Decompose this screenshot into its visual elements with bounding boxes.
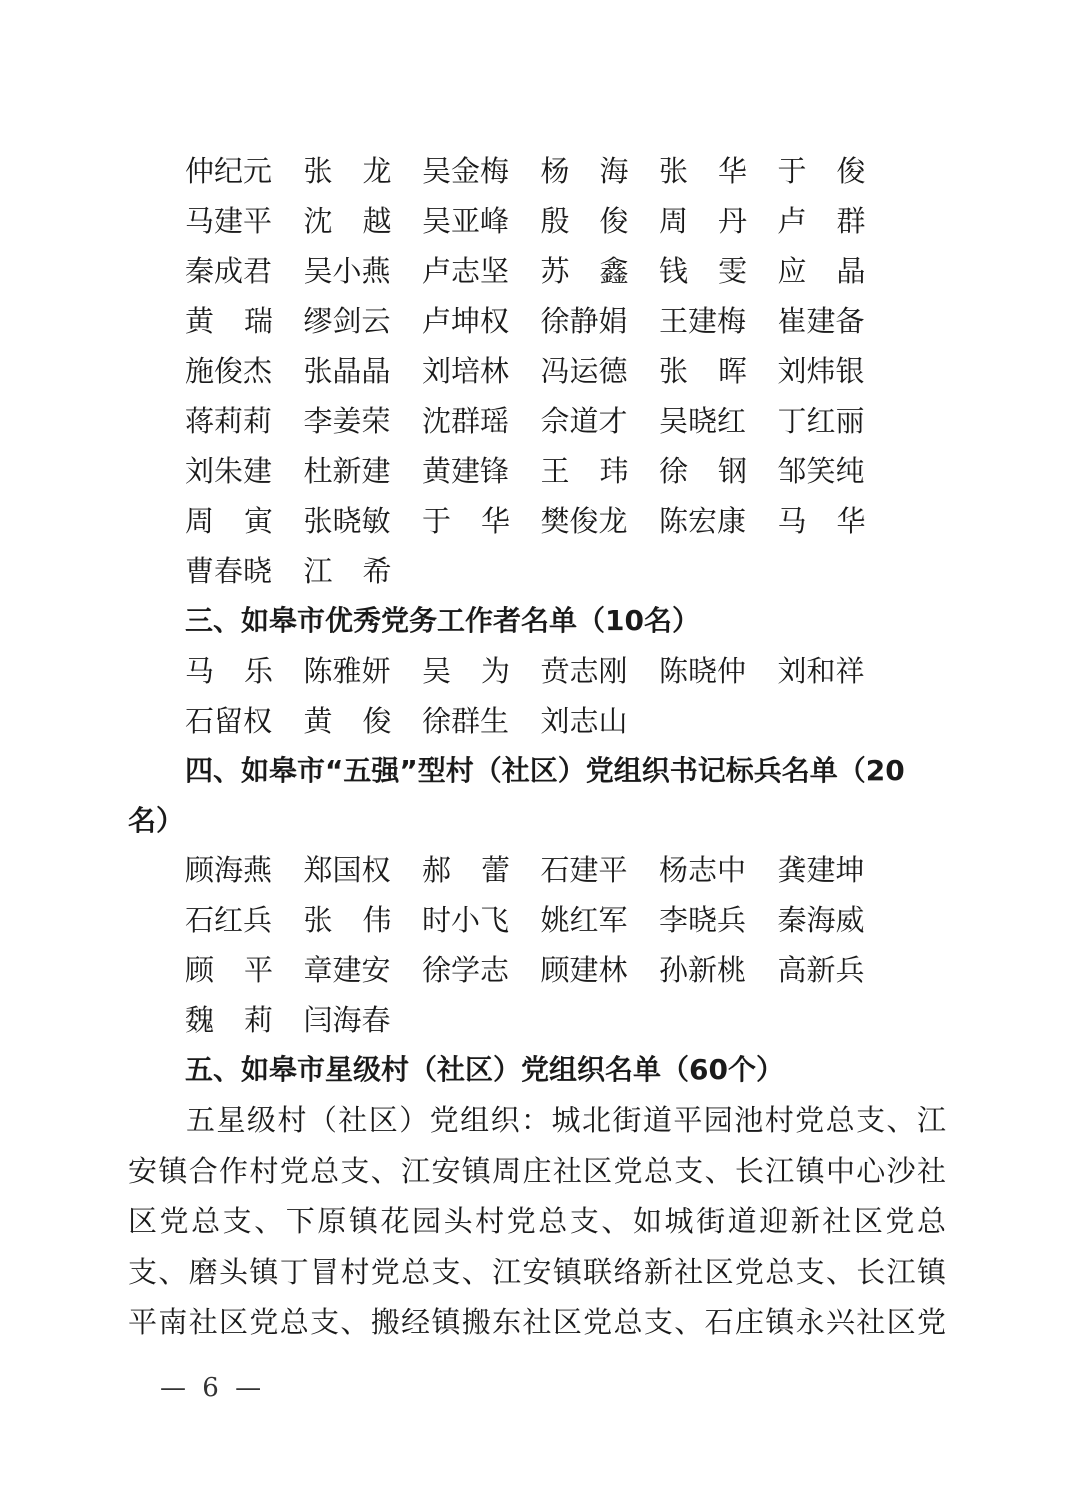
person-name: 郝 蕾 — [422, 853, 510, 887]
name-row — [185, 696, 945, 746]
name-row — [185, 246, 945, 296]
person-name: 姚红军 — [540, 903, 628, 937]
name-list-section-4 — [185, 845, 945, 1045]
person-name: 李姜荣 — [303, 404, 391, 438]
section-5-heading: 五、如皋市星级村（社区）党组织名单（60个） — [185, 1053, 784, 1086]
person-name: 樊俊龙 — [540, 504, 628, 538]
person-name: 缪剑云 — [303, 304, 391, 338]
person-name: 石建平 — [540, 853, 628, 887]
person-name: 张 华 — [659, 154, 747, 188]
person-name: 卢志坚 — [422, 254, 510, 288]
person-name: 徐 钢 — [659, 454, 747, 488]
name-row — [185, 196, 945, 246]
section-4-heading — [128, 746, 948, 846]
person-name: 徐学志 — [422, 953, 510, 987]
person-name: 蒋莉莉 — [185, 404, 273, 438]
name-row — [185, 845, 945, 895]
person-name: 刘朱建 — [185, 454, 273, 488]
person-name: 杨 海 — [540, 154, 629, 188]
person-name: 顾 平 — [185, 953, 273, 987]
person-name: 冯运德 — [540, 354, 628, 388]
person-name: 崔建备 — [777, 304, 865, 338]
person-name: 王 玮 — [540, 454, 629, 488]
person-name: 刘和祥 — [777, 654, 865, 688]
name-list-section-3 — [185, 646, 945, 746]
person-name: 徐静娟 — [540, 304, 628, 338]
person-name: 陈晓仲 — [659, 654, 747, 688]
person-name: 刘志山 — [540, 704, 628, 738]
person-name: 徐群生 — [422, 704, 510, 738]
person-name: 杨志中 — [659, 853, 747, 887]
name-row — [185, 446, 945, 496]
paragraph-line: 区党总支、下原镇花园头村党总支、如城街道迎新社区党总 — [128, 1204, 946, 1238]
person-name: 苏 鑫 — [540, 254, 629, 288]
person-name: 应 晶 — [777, 254, 866, 288]
person-name: 张晶晶 — [303, 354, 391, 388]
person-name: 秦成君 — [185, 254, 273, 288]
person-name: 章建安 — [303, 953, 391, 987]
name-row — [185, 296, 945, 346]
person-name: 马 华 — [777, 504, 866, 538]
person-name: 顾海燕 — [185, 853, 273, 887]
person-name: 刘炜银 — [777, 354, 865, 388]
person-name: 卢坤权 — [422, 304, 510, 338]
person-name: 吴金梅 — [422, 154, 510, 188]
section-4-heading-line1: 四、如皋市“五强”型村（社区）党组织书记标兵名单（20 — [185, 754, 905, 787]
name-row — [185, 346, 945, 396]
person-name: 沈 越 — [303, 204, 392, 238]
person-name: 杜新建 — [303, 454, 391, 488]
name-row — [185, 396, 945, 446]
person-name: 黄 俊 — [303, 704, 392, 738]
person-name: 陈雅妍 — [303, 654, 391, 688]
person-name: 马 乐 — [185, 654, 273, 688]
person-name: 陈宏康 — [659, 504, 747, 538]
name-row — [185, 646, 945, 696]
person-name: 张晓敏 — [303, 504, 391, 538]
person-name: 江 希 — [303, 554, 392, 588]
name-row — [185, 146, 945, 196]
person-name: 吴晓红 — [659, 404, 747, 438]
person-name: 张 晖 — [659, 354, 747, 388]
person-name: 吴亚峰 — [422, 204, 510, 238]
section-5-paragraph — [128, 1095, 946, 1348]
person-name: 刘培林 — [422, 354, 510, 388]
person-name: 仲纪元 — [185, 154, 273, 188]
person-name: 马建平 — [185, 204, 273, 238]
person-name: 吴 为 — [422, 654, 510, 688]
name-row — [185, 945, 945, 995]
person-name: 于 俊 — [777, 154, 866, 188]
person-name: 于 华 — [422, 504, 510, 538]
person-name: 龚建坤 — [777, 853, 865, 887]
name-list-continued — [185, 146, 945, 596]
paragraph-line: 安镇合作村党总支、江安镇周庄社区党总支、长江镇中心沙社 — [128, 1153, 946, 1188]
person-name: 郑国权 — [303, 853, 391, 887]
person-name: 钱 雯 — [659, 254, 747, 288]
paragraph-line: 平南社区党总支、搬经镇搬东社区党总支、石庄镇永兴社区党 — [128, 1305, 946, 1339]
person-name: 卢 群 — [777, 204, 866, 238]
person-name: 石红兵 — [185, 903, 273, 937]
name-row — [185, 995, 945, 1045]
section-4-heading-line2: 名） — [128, 804, 185, 837]
paragraph-line: 五星级村（社区）党组织：城北街道平园池村党总支、江 — [186, 1103, 946, 1137]
person-name: 张 伟 — [303, 903, 392, 937]
person-name: 高新兵 — [777, 953, 865, 987]
person-name: 秦海威 — [777, 903, 865, 937]
person-name: 周 丹 — [659, 204, 747, 238]
person-name: 闫海春 — [303, 1003, 391, 1037]
person-name: 时小飞 — [422, 903, 510, 937]
person-name: 贲志刚 — [540, 654, 628, 688]
person-name: 周 寅 — [185, 504, 273, 538]
person-name: 佘道才 — [540, 404, 628, 438]
person-name: 施俊杰 — [185, 354, 273, 388]
name-row — [185, 496, 945, 546]
person-name: 曹春晓 — [185, 554, 273, 588]
person-name: 吴小燕 — [303, 254, 391, 288]
person-name: 邹笑纯 — [777, 454, 865, 488]
name-row — [185, 546, 945, 596]
person-name: 沈群瑶 — [422, 404, 510, 438]
paragraph-line: 支、磨头镇丁冒村党总支、江安镇联络新社区党总支、长江镇 — [128, 1254, 946, 1289]
person-name: 孙新桃 — [659, 953, 747, 987]
name-row — [185, 895, 945, 945]
person-name: 魏 莉 — [185, 1003, 273, 1037]
page-number: — 6 — — [160, 1373, 266, 1403]
person-name: 殷 俊 — [540, 204, 629, 238]
person-name: 黄建锋 — [422, 454, 510, 488]
person-name: 李晓兵 — [659, 903, 747, 937]
person-name: 顾建林 — [540, 953, 628, 987]
person-name: 黄 瑞 — [185, 304, 273, 338]
section-3-heading: 三、如皋市优秀党务工作者名单（10名） — [185, 604, 700, 637]
person-name: 王建梅 — [659, 304, 747, 338]
person-name: 丁红丽 — [777, 404, 865, 438]
person-name: 张 龙 — [303, 154, 392, 188]
person-name: 石留权 — [185, 704, 273, 738]
